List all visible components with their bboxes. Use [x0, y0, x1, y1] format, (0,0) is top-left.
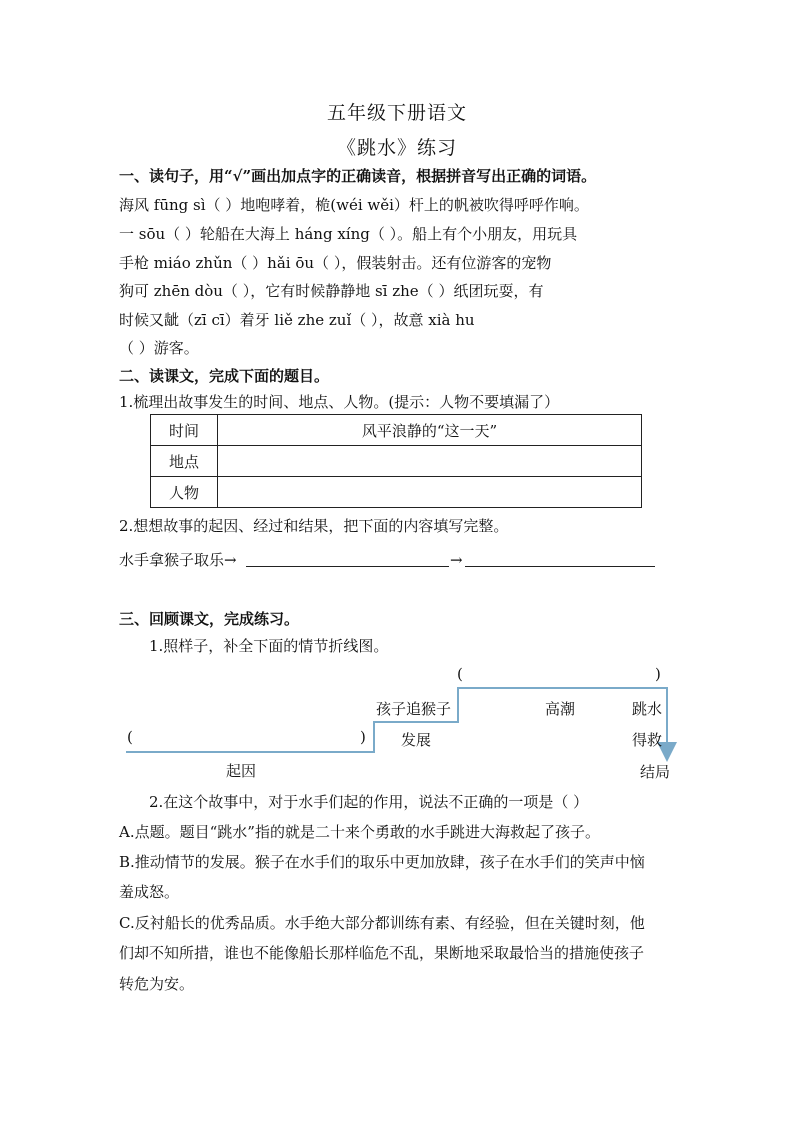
- cause-blank-open: (: [127, 728, 133, 746]
- chain-start-text: 水手拿猴子取乐→: [119, 551, 237, 569]
- option-c: C.反衬船长的优秀品质。水手绝大部分都训练有素、有经验，但在关键时刻，他: [119, 914, 645, 932]
- table-cell-label: 地点: [151, 446, 218, 477]
- option-c-cont: 转危为安。: [119, 975, 195, 993]
- option-b-cont: 羞成怒。: [119, 883, 180, 901]
- section1-line: 海风 fūng sì（ ）地咆哮着，桅(wéi wěi）杆上的帆被吹得呼呼作响。: [119, 196, 589, 214]
- section2-heading: 二、读课文，完成下面的题目。: [119, 367, 330, 385]
- chain-arrow: →: [450, 551, 463, 569]
- climax-blank-close[interactable]: ): [655, 665, 661, 683]
- section1-line: 一 sōu（ ）轮船在大海上 háng xíng（ ）。船上有个小朋友，用玩具: [119, 225, 578, 243]
- section1-line: 时候又龇（zī cī）着牙 liě zhe zuǐ（ ），故意 xià hu: [119, 311, 475, 329]
- ending-text-2: 得救: [632, 731, 663, 749]
- section1-line: 手枪 miáo zhǔn（ ）hǎi ōu（ ），假装射击。还有位游客的宠物: [119, 254, 552, 272]
- section2-question-2: 2.想想故事的起因、经过和结果，把下面的内容填写完整。: [119, 517, 509, 535]
- section1-line: （ ）游客。: [119, 339, 199, 357]
- climax-label: 高潮: [545, 700, 576, 718]
- option-b: B.推动情节的发展。猴子在水手们的取乐中更加放肆，孩子在水手们的笑声中恼: [119, 853, 645, 871]
- table-cell-value[interactable]: 风平浪静的“这一天”: [218, 415, 642, 446]
- ending-text-1: 跳水: [632, 700, 663, 718]
- develop-label: 发展: [401, 731, 432, 749]
- option-c-cont: 们却不知所措，谁也不能像船长那样临危不乱，果断地采取最恰当的措施使孩子: [119, 944, 645, 962]
- cause-blank-close[interactable]: ): [360, 728, 366, 746]
- ending-label: 结局: [640, 763, 671, 781]
- section3-question-2: 2.在这个故事中，对于水手们起的作用，说法不正确的一项是（ ）: [149, 793, 589, 811]
- stage-label-chase: 孩子追猴子: [376, 700, 452, 718]
- table-cell-label: 时间: [151, 415, 218, 446]
- page-subtitle: 《跳水》练习: [336, 137, 457, 159]
- table-cell-label: 人物: [151, 477, 218, 508]
- section1-line: 狗可 zhēn dòu（ ），它有时候静静地 sī zhe（ ）纸团玩耍，有: [119, 282, 544, 300]
- cause-label: 起因: [226, 762, 257, 780]
- section1-heading: 一、读句子，用“√”画出加点字的正确读音，根据拼音写出正确的词语。: [119, 167, 597, 185]
- section3-question-1: 1.照样子，补全下面的情节折线图。: [149, 637, 389, 655]
- climax-blank-open: (: [457, 665, 463, 683]
- section3-heading: 三、回顾课文，完成练习。: [119, 610, 300, 628]
- option-a: A.点题。题目“跳水”指的就是二十来个勇敢的水手跳进大海救起了孩子。: [119, 823, 600, 841]
- section2-question-1: 1.梳理出故事发生的时间、地点、人物。(提示：人物不要填漏了）: [119, 393, 560, 411]
- page-title: 五年级下册语文: [326, 102, 467, 124]
